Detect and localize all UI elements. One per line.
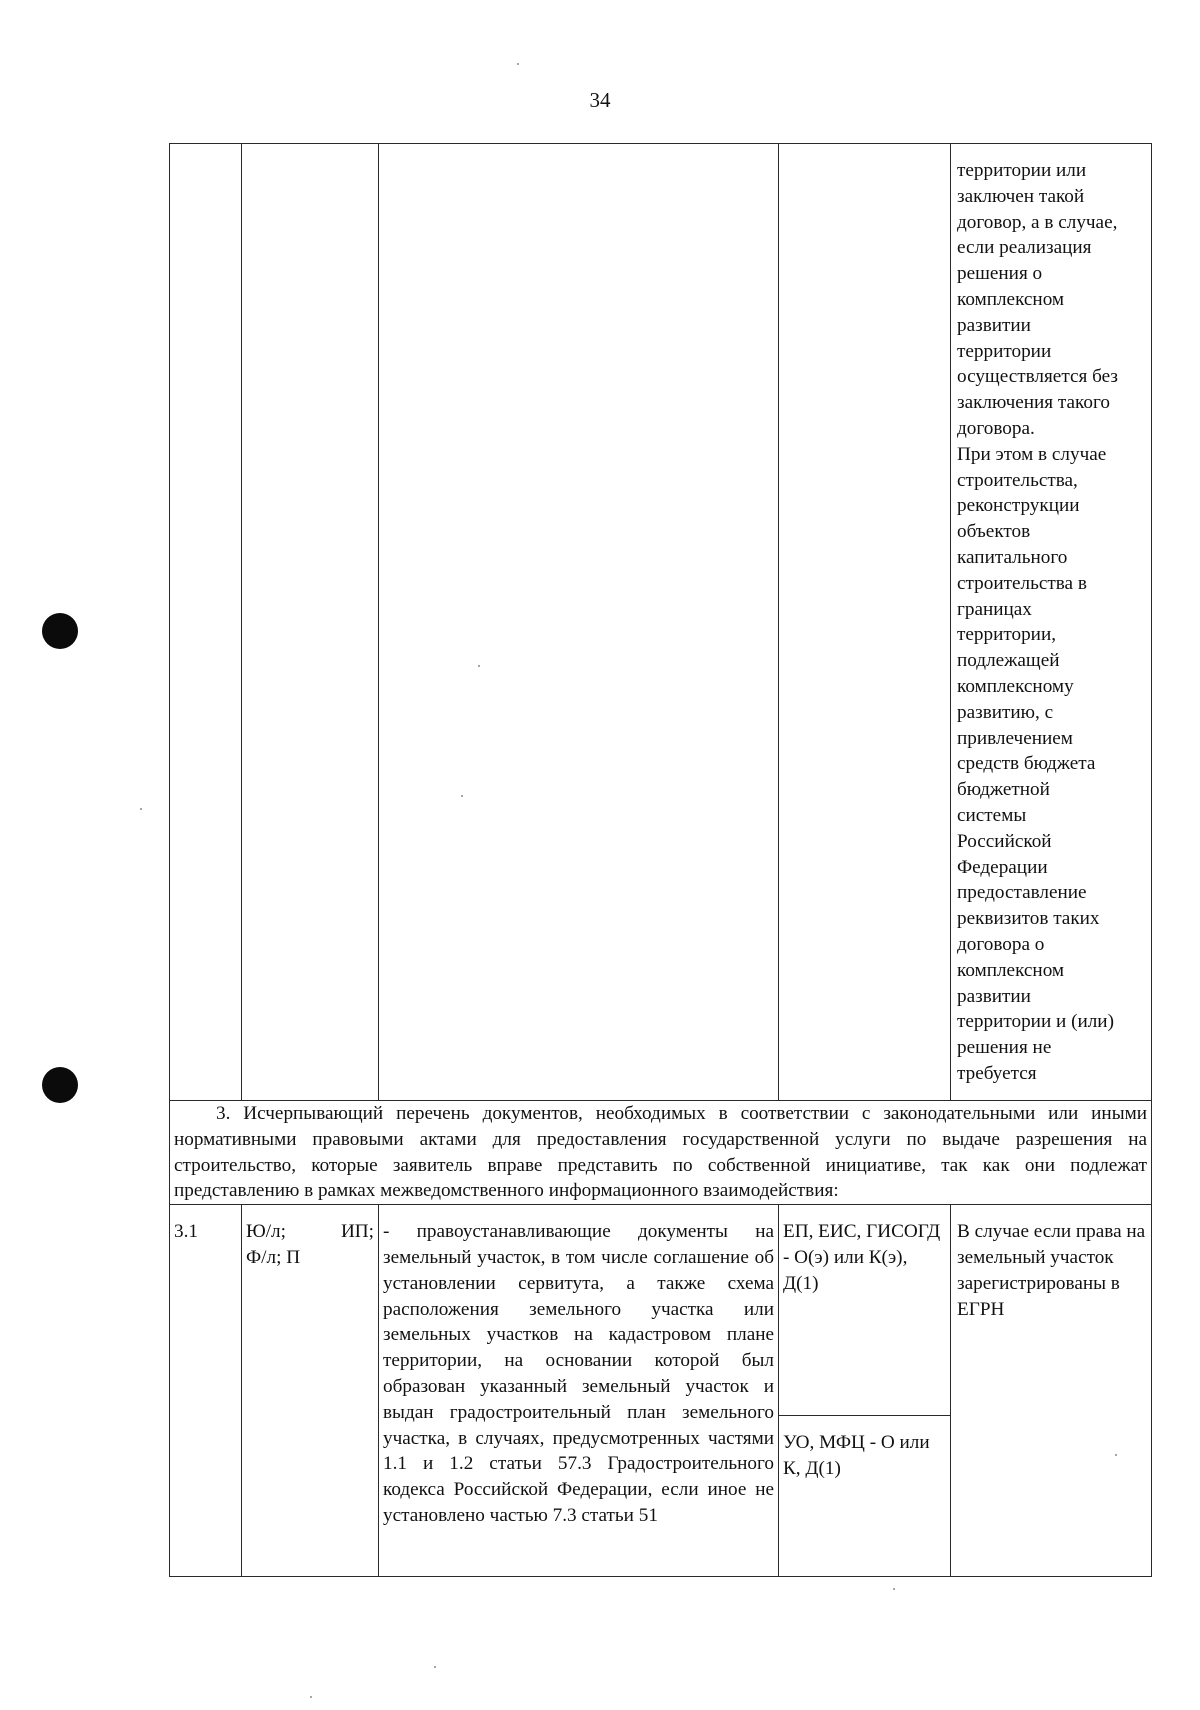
applicants-line-2: Ф/л; П (246, 1246, 301, 1268)
row-number (170, 1205, 242, 1577)
page-number: 34 (589, 88, 611, 112)
applicant-legal-entity: Ю/л; (246, 1221, 286, 1243)
note-line: строительства в (957, 572, 1087, 594)
note-line: требуется (957, 1062, 1037, 1084)
note-line: комплексному (957, 675, 1074, 697)
document-description (379, 1205, 779, 1577)
note-line: территории или (957, 160, 1087, 181)
note-line: реквизитов таких (957, 908, 1100, 930)
note-line: осуществляется без (957, 366, 1118, 388)
note-line: границах (957, 598, 1032, 620)
cell-number-empty (170, 144, 242, 1101)
method-electronic-text: ЕП, ЕИС, ГИСОГД - О(э) или К(э), Д(1) (783, 1221, 941, 1294)
note-line: комплексном (957, 288, 1065, 310)
scan-speck (893, 1588, 895, 1590)
applicant-individual-entrepreneur: ИП; (340, 1221, 374, 1243)
cell-note-continued (951, 144, 1152, 1101)
note-line: заключения такого (957, 392, 1110, 414)
table-row-continued (170, 144, 1152, 1101)
documents-table (169, 143, 1152, 1577)
table-row-3-1 (170, 1205, 1152, 1577)
submission-method-electronic (779, 1205, 950, 1416)
note-line: Российской (957, 830, 1052, 852)
applicant-categories (242, 1205, 379, 1577)
note-line: подлежащей (957, 650, 1060, 672)
note-line: Федерации (957, 856, 1048, 878)
note-line: привлечением (957, 727, 1073, 749)
note-line: заключен такой (957, 185, 1085, 207)
note-line: договор, а в случае, (957, 211, 1118, 233)
note-line: бюджетной (957, 779, 1050, 801)
submission-method (779, 1205, 951, 1577)
note-line: территории, (957, 624, 1057, 646)
punch-hole-lower (42, 1067, 78, 1103)
note-line: капитального (957, 546, 1068, 568)
note-line: системы (957, 804, 1027, 826)
cell-document-empty (379, 144, 779, 1101)
scan-speck (517, 63, 519, 65)
note-line: комплексном (957, 959, 1065, 981)
cell-method-empty (779, 144, 951, 1101)
note-line: развитии (957, 985, 1031, 1007)
note-line: средств бюджета (957, 753, 1096, 775)
scan-speck (434, 1666, 436, 1668)
cell-applicants-empty (242, 144, 379, 1101)
row-note (951, 1205, 1152, 1577)
note-line: решения о (957, 263, 1043, 285)
note-line: развитию, с (957, 701, 1054, 723)
section-3-header-cell (170, 1101, 1152, 1205)
note-line: территории (957, 340, 1052, 362)
document-description-text: - правоустанавливающие документы на земельный участок, в том числе соглашение об установлении сервитута, а также схема расположения земельного участка или земельных участков на кадастровом плане территории, на основании которой был образован указанный земельный участок и выдан градостроительный план земельного участка, в случаях, предусмотренных частями 1.1 и 1.2 статьи 57.3 Градостроительного кодекса Российской Федерации, если иное не установлено частью 7.3 статьи 51 (383, 1221, 774, 1526)
note-line: объектов (957, 521, 1031, 543)
note-line: реконструкции (957, 495, 1080, 517)
note-line: При этом в случае (957, 443, 1107, 465)
note-line: строительства, (957, 469, 1078, 491)
applicants-line-1 (246, 1219, 374, 1245)
note-line: развитии (957, 314, 1031, 336)
note-line: предоставление (957, 882, 1087, 904)
note-line: договора. (957, 417, 1035, 439)
note-line: если реализация (957, 237, 1092, 259)
note-line: территории и (или) (957, 1011, 1114, 1033)
scan-speck (140, 808, 142, 810)
punch-hole-upper (42, 613, 78, 649)
scan-speck (310, 1696, 312, 1698)
section-3-header-row (170, 1101, 1152, 1205)
note-line: решения не (957, 1037, 1052, 1059)
note-line: договора о (957, 933, 1045, 955)
method-in-person-text: УО, МФЦ - О или К, Д(1) (783, 1432, 930, 1479)
row-number-text: 3.1 (174, 1221, 198, 1243)
section-3-header: 3. Исчерпывающий перечень документов, необходимых в соответствии с законодательными или иными нормативными правовыми актами для предоставления государственной услуги по выдаче разрешения на строительство, которые заявитель вправе представить по собственной инициативе, так как они подлежат представлению в рамках межведомственного информационного взаимодействия: (174, 1103, 1147, 1202)
note-text (957, 158, 1147, 1087)
submission-method-in-person (779, 1416, 950, 1482)
row-note-text: В случае если права на земельный участок зарегистрированы в ЕГРН (957, 1221, 1146, 1320)
